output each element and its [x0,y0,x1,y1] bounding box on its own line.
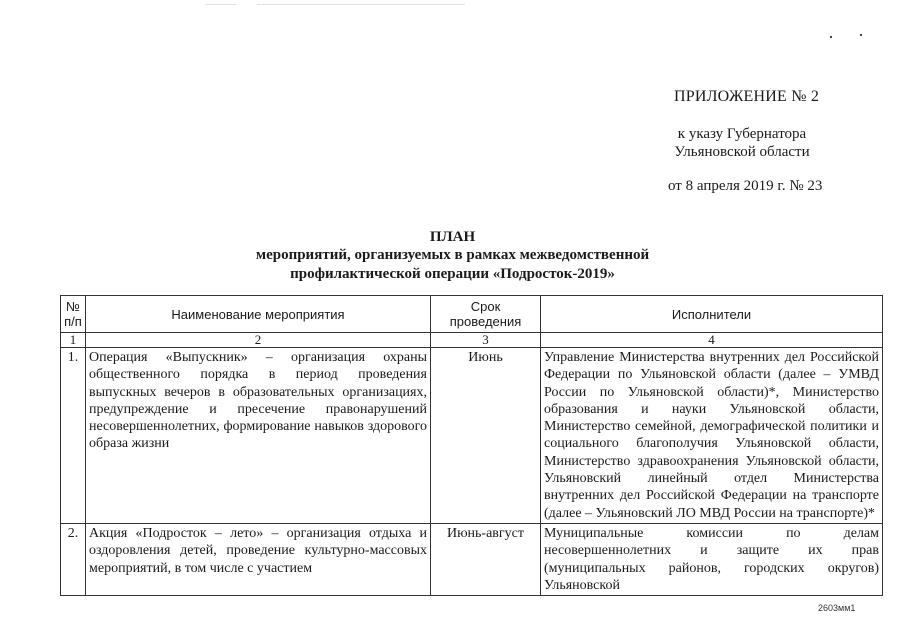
table-header-row [61,296,883,333]
scan-artifact [830,36,832,38]
appendix-heading: ПРИЛОЖЕНИЕ № 2 [674,88,820,105]
event-executors: Муниципальные комиссии по делам несовершеннолетних и защите их прав (муниципальных районов, городских округов) Ульяновской [541,523,883,595]
column-number-row [61,333,883,348]
table-row [61,348,883,524]
event-period: Июнь-август [431,523,541,595]
event-name: Операция «Выпускник» – организация охраны общественного порядка в период проведения выпускных вечеров в образовательных организациях, предупреждение и пресечение правонарушений несовершеннолетних, формирование навыков здорового образа жизни [86,348,431,524]
column-number: 1 [61,333,86,348]
plan-table [60,295,883,596]
column-number: 4 [541,333,883,348]
event-name: Акция «Подросток – лето» – организация отдыха и оздоровления детей, проведение культурно-массовых мероприятий, в том числе с участием [86,523,431,595]
decree-reference-line: к указу Губернатора [677,126,807,142]
decree-reference [674,125,810,161]
column-header-number: № п/п [61,296,86,333]
decree-reference-line: Ульяновской области [674,144,810,160]
decree-date: от 8 апреля 2019 г. № 23 [668,178,823,194]
plan-subtitle-line: мероприятий, организуемых в рамках межведомственной [255,247,650,263]
plan-subtitle [0,246,905,284]
column-header-period: Срок проведения [431,296,541,333]
column-header-name: Наименование мероприятия [86,296,431,333]
scan-artifact [860,34,862,36]
column-number: 3 [431,333,541,348]
scan-artifact [205,4,465,5]
column-number: 2 [86,333,431,348]
row-number: 2. [61,523,86,595]
document-stamp: 2603мм1 [818,603,856,613]
row-number: 1. [61,348,86,524]
column-header-executors: Исполнители [541,296,883,333]
event-period: Июнь [431,348,541,524]
event-executors: Управление Министерства внутренних дел Российской Федерации по Ульяновской области (далее – УМВД России по Ульяновской области)*, Министерство образования и науки Ульяновской области, Министерство семейной, демографической политики и социального благополучия Ульяновской области, Министерство здравоохранения Ульяновской области, Ульяновский линейный отдел Министерства внутренних дел Российской Федерации на транспорте (далее – Ульяновский ЛО МВД России на транспорте)* [541,348,883,524]
plan-subtitle-line: профилактической операции «Подросток-2019» [290,266,615,282]
plan-title: ПЛАН [429,229,476,245]
table-row [61,523,883,595]
